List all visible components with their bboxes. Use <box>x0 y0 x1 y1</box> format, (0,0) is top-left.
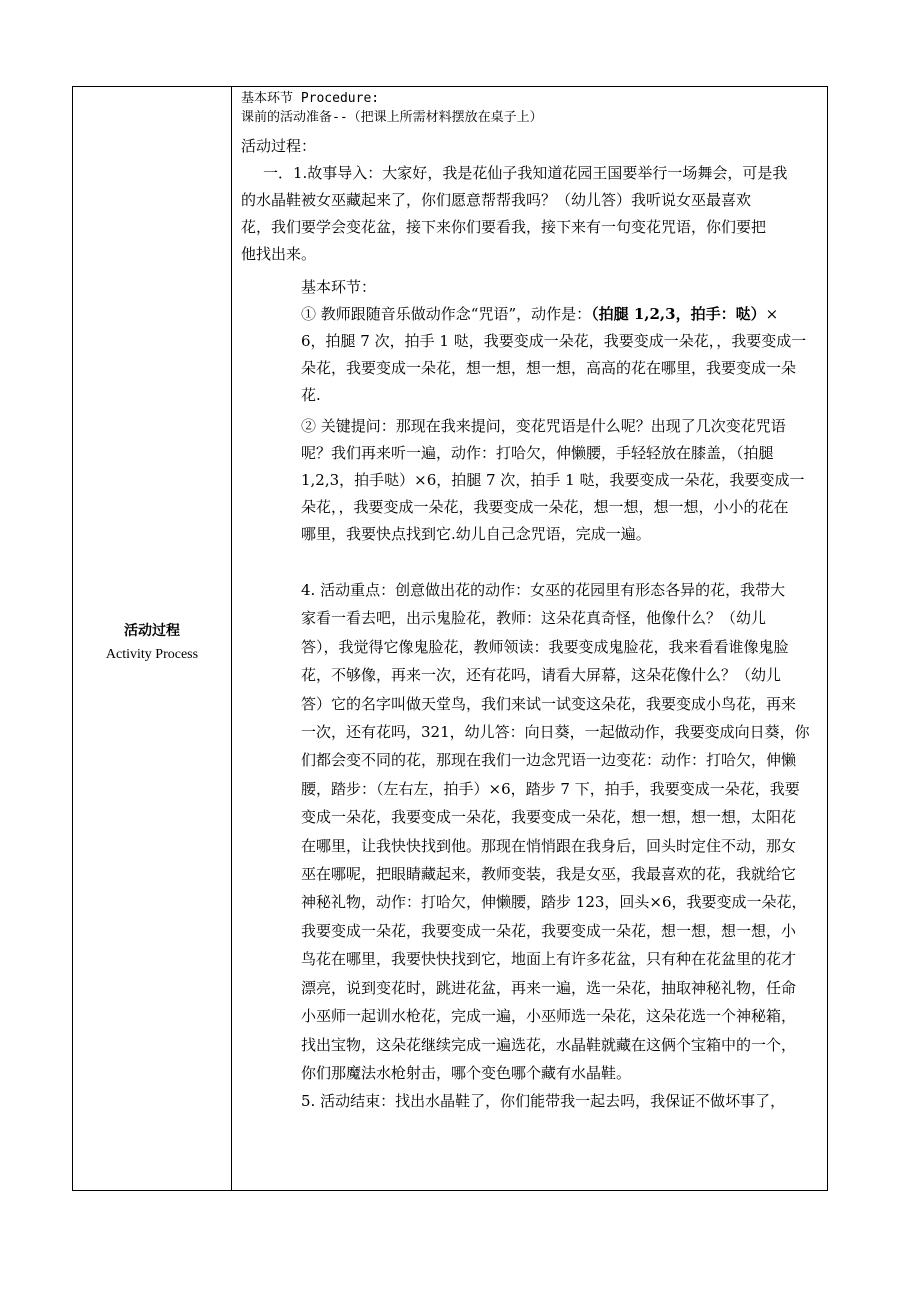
text-line: 花，我们要学会变花盆，接下来你们要看我，接下来有一句变花咒语，你们要把 <box>241 218 767 236</box>
step2-paragraph <box>241 413 823 548</box>
text-line: 一．1.故事导入：大家好，我是花仙子我知道花园王国要举行一场舞会，可是我 <box>263 164 788 182</box>
text-line: 他找出来。 <box>241 245 317 263</box>
step1-paragraph <box>241 301 823 409</box>
content-cell <box>241 89 823 1116</box>
step4-paragraph <box>241 576 823 1116</box>
text-line: 4. 活动重点：创意做出花的动作：女巫的花园里有形态各异的花，我带大 <box>301 581 786 599</box>
text-line: 家看一看去吧，出示鬼脸花，教师：这朵花真奇怪，他像什么？（幼儿 <box>301 609 767 628</box>
basic-link-label: 基本环节： <box>301 278 377 296</box>
text-line: 答），我觉得它像鬼脸花，教师领读：我要变成鬼脸花，我来看看谁像鬼脸 <box>301 637 789 656</box>
text-line: 找出宝物，这朵花继续完成一遍选花，水晶鞋就藏在这俩个宝箱中的一个， <box>301 1035 797 1054</box>
text-line: 1,2,3，拍手哒）×6，拍腿 7 次，拍手 1 哒，我要变成一朵花，我要变成一 <box>301 471 805 489</box>
text-line: 变成一朵花，我要变成一朵花，我要变成一朵花，想一想，想一想，太阳花 <box>301 808 797 827</box>
section-label-en: Activity Process <box>105 647 199 662</box>
text-line: 5. 活动结束：找出水晶鞋了，你们能带我一起去吗，我保证不做坏事了， <box>301 1092 786 1111</box>
text-line: 花. <box>301 386 321 404</box>
text-line: 在哪里，让我快快找到他。那现在悄悄跟在我身后，回头时定住不动，那女 <box>301 836 797 855</box>
text-line: 神秘礼物，动作：打哈欠，伸懒腰，踏步 123，回头×6，我要变成一朵花， <box>301 893 807 912</box>
text-line: 腰，踏步：（左右左，拍手）×6，踏步 7 下，拍手，我要变成一朵花，我要 <box>301 779 800 798</box>
lesson-table <box>72 86 828 1191</box>
text-line: ② 关键提问：那现在我来提问，变花咒语是什么呢？出现了几次变花咒语 <box>301 417 786 435</box>
text-line: 朵花，，我要变成一朵花，我要变成一朵花，想一想，想一想，小小的花在 <box>301 498 789 516</box>
label-cell <box>73 87 231 1190</box>
text-line: 巫在哪呢，把眼睛藏起来，教师变装，我是女巫，我最喜欢的花，我就给它 <box>301 865 797 884</box>
column-divider <box>231 87 232 1190</box>
text-line: 们都会变不同的花，那现在我们一边念咒语一边变花：动作：打哈欠，伸懒 <box>301 751 797 770</box>
step1-bold: （拍腿 1,2,3，拍手：哒） <box>591 305 766 323</box>
prep-line: 课前的活动准备--（把课上所需材料摆放在桌子上） <box>241 110 543 125</box>
step1-prefix: ① 教师跟随音乐做动作念“咒语”，动作是： <box>301 305 592 323</box>
procedure-heading: 基本环节 Procedure: <box>241 91 380 106</box>
text-line: 一次，还有花吗，321，幼儿答：向日葵，一起做动作，我要变成向日葵，你 <box>301 723 810 742</box>
text-line: 小巫师一起训水枪花，完成一遍，小巫师选一朵花，这朵花选一个神秘箱， <box>301 1007 797 1026</box>
section-label-zh: 活动过程 <box>124 623 180 639</box>
process-title: 活动过程： <box>241 137 317 155</box>
text-line: 你们那魔法水枪射击，哪个变色哪个藏有水晶鞋。 <box>301 1063 632 1082</box>
text-line: 6，拍腿 7 次，拍手 1 哒，我要变成一朵花，我要变成一朵花，，我要变成一 <box>301 332 807 350</box>
text-line: 的水晶鞋被女巫藏起来了，你们愿意帮帮我吗？（幼儿答）我听说女巫最喜欢 <box>241 191 752 209</box>
text-line: 呢？我们再来听一遍，动作：打哈欠，伸懒腰，手轻轻放在膝盖，（拍腿 <box>301 444 774 462</box>
text-line: 鸟花在哪里，我要快快找到它，地面上有许多花盆，只有种在花盆里的花才 <box>301 950 797 969</box>
text-line <box>301 301 823 328</box>
text-line: 答）它的名字叫做天堂鸟，我们来试一试变这朵花，我要变成小鸟花，再来 <box>301 694 797 713</box>
text-line: 哪里，我要快点找到它.幼儿自己念咒语，完成一遍。 <box>301 525 651 543</box>
text-line: 花，不够像，再来一次，还有花吗，请看大屏幕，这朵花像什么？（幼儿 <box>301 666 782 685</box>
text-line: 漂亮，说到变花时，跳进花盆，再来一遍，选一朵花，抽取神秘礼物，任命 <box>301 978 797 997</box>
intro-paragraph <box>241 160 823 268</box>
text-line: 朵花，我要变成一朵花，想一想，想一想，高高的花在哪里，我要变成一朵 <box>301 359 797 377</box>
step1-suffix: × <box>765 305 779 323</box>
text-line: 我要变成一朵花，我要变成一朵花，我要变成一朵花，想一想，想一想，小 <box>301 921 797 940</box>
